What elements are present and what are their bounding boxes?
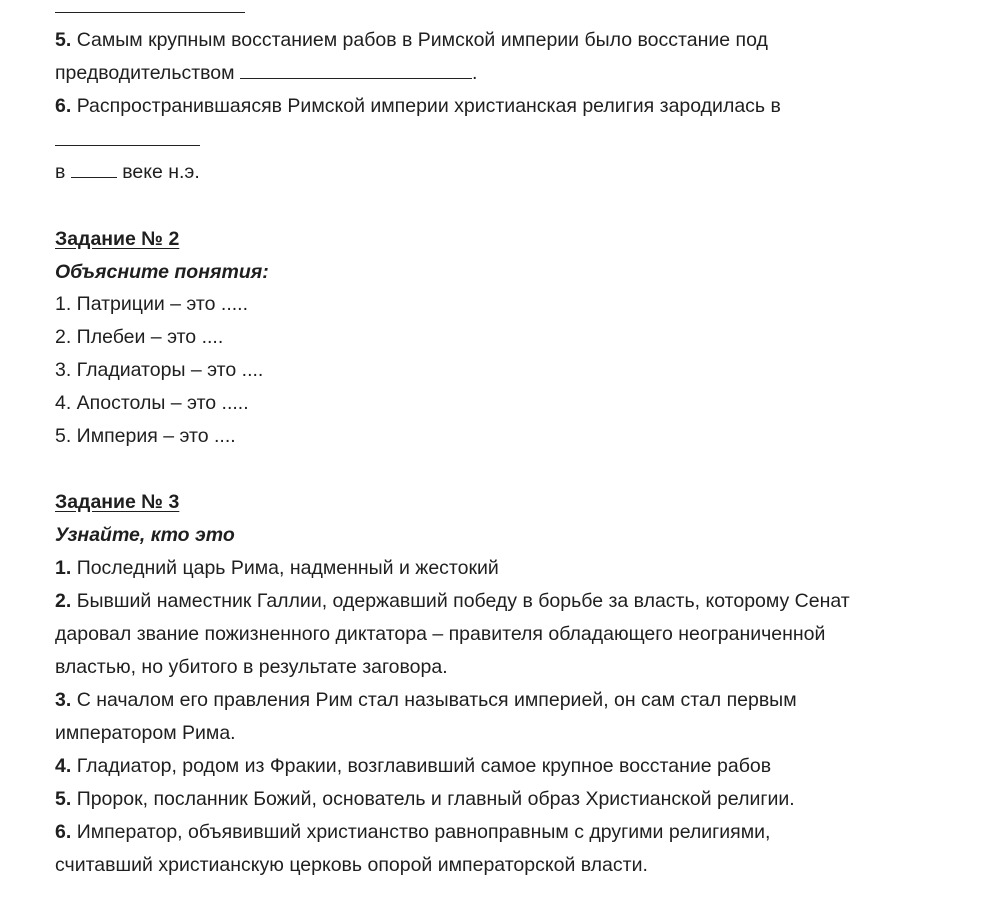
- q1-number: 1.: [55, 557, 72, 579]
- task3-q3-line2: императором Рима.: [55, 722, 236, 744]
- task3-q6-line1: [55, 820, 770, 844]
- task2-item: 2. Плебеи – это ....: [55, 326, 224, 348]
- task3-heading: Задание № 3: [55, 491, 180, 513]
- task3-q5: [55, 787, 795, 811]
- q4-number: 4.: [55, 755, 72, 777]
- q2-text: Бывший наместник Галлии, одержавший победу в борьбе за власть, которому Сенат: [76, 590, 850, 612]
- task3-subtitle: Узнайте, кто это: [55, 524, 235, 546]
- q5-number: 5.: [55, 29, 72, 51]
- task1-q6-blank-line: [55, 128, 200, 152]
- q5-period: .: [471, 62, 478, 84]
- q1-text: Последний царь Рима, надменный и жестокий: [76, 557, 499, 579]
- task3-q3-line1: [55, 688, 797, 712]
- task2-subtitle: Объясните понятия:: [55, 261, 269, 283]
- q6-in: в: [55, 161, 66, 183]
- q3-number: 3.: [55, 689, 72, 711]
- task3-q1: [55, 556, 499, 580]
- answer-blank: [240, 62, 472, 79]
- task2-item: 1. Патриции – это .....: [55, 293, 249, 315]
- task1-q6-line1: [55, 94, 781, 118]
- task2-item: 4. Апостолы – это .....: [55, 392, 249, 414]
- task3-q6-line2: считавший христианскую церковь опорой императорской власти.: [55, 854, 648, 876]
- answer-blank: [55, 129, 200, 146]
- task3-q4: [55, 754, 771, 778]
- answer-blank-line: [55, 12, 245, 13]
- task3-q2-line3: властью, но убитого в результате заговора.: [55, 656, 448, 678]
- q2-number: 2.: [55, 590, 72, 612]
- q6-number: 6.: [55, 821, 72, 843]
- task1-q5-line1: [55, 28, 768, 52]
- task3-q2-line1: [55, 589, 850, 613]
- q6-text: Император, объявивший христианство равноправным с другими религиями,: [76, 821, 771, 843]
- q5-text: Самым крупным восстанием рабов в Римской империи было восстание под: [76, 29, 768, 51]
- task1-q5-line2: [55, 61, 477, 85]
- task1-q6-line3: [55, 160, 200, 184]
- task2-item: 5. Империя – это ....: [55, 425, 236, 447]
- q6-century: веке н.э.: [122, 161, 200, 183]
- task2-item: 3. Гладиаторы – это ....: [55, 359, 264, 381]
- q5-number: 5.: [55, 788, 72, 810]
- q3-text: С началом его правления Рим стал называться империей, он сам стал первым: [76, 689, 797, 711]
- answer-blank: [71, 161, 117, 178]
- task2-heading: Задание № 2: [55, 228, 180, 250]
- q4-text: Гладиатор, родом из Фракии, возглавивший самое крупное восстание рабов: [76, 755, 772, 777]
- task3-q2-line2: даровал звание пожизненного диктатора – правителя обладающего неограниченной: [55, 623, 826, 645]
- q6-number: 6.: [55, 95, 72, 117]
- q6-text: Распространившаясяв Римской империи христианская религия зародилась в: [76, 95, 781, 117]
- q5-text: Пророк, посланник Божий, основатель и главный образ Христианской религии.: [76, 788, 795, 810]
- q5-text-cont: предводительством: [55, 62, 235, 84]
